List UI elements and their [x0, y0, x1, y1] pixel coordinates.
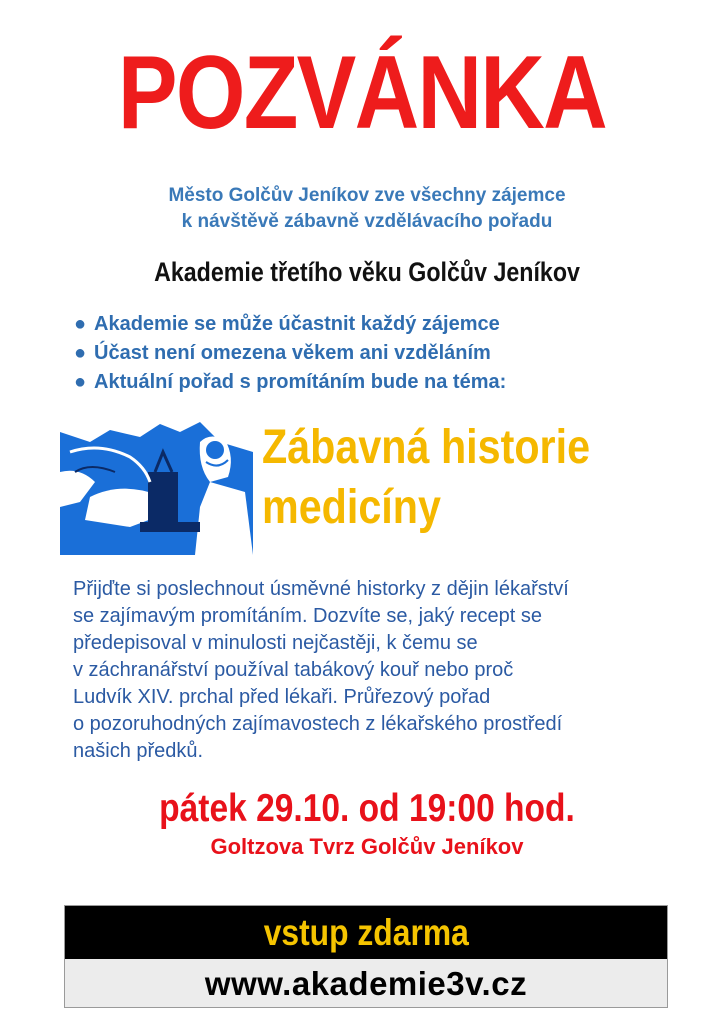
intro-line-1: Město Golčův Jeníkov zve všechny zájemce	[168, 185, 566, 206]
bullet-item	[74, 310, 506, 339]
bullet-dot-icon: ●	[74, 371, 87, 393]
bullet-text: Účast není omezena věkem ani vzděláním	[94, 342, 491, 364]
bullet-item	[74, 368, 506, 397]
historical-medicine-photo	[60, 412, 253, 555]
academy-heading: Akademie třetího věku Golčův Jeníkov	[154, 257, 580, 287]
description-line: našich předků.	[73, 740, 204, 762]
program-topic	[262, 418, 590, 538]
description-line: předepisoval v minulosti nejčastěji, k čemu se	[73, 632, 478, 654]
bullet-item	[74, 339, 506, 368]
bullet-text: Akademie se může účastnit každý zájemce	[94, 313, 500, 335]
event-venue: Goltzova Tvrz Golčův Jeníkov	[210, 834, 524, 859]
entry-box	[64, 905, 668, 1008]
bullet-dot-icon: ●	[74, 342, 87, 364]
bullet-text: Aktuální pořad s promítáním bude na téma:	[94, 371, 507, 393]
program-description	[73, 576, 673, 765]
description-line: o pozoruhodných zajímavostech z lékařského prostředí	[73, 713, 563, 735]
bullet-list	[74, 310, 506, 397]
bullet-dot-icon: ●	[74, 313, 87, 335]
intro-line-2: k návštěvě zábavně vzdělávacího pořadu	[181, 211, 553, 232]
description-line: Přijďte si poslechnout úsměvné historky z dějin lékařství	[73, 578, 569, 600]
event-date: pátek 29.10. od 19:00 hod.	[159, 787, 575, 830]
entry-text: vstup zdarma	[263, 912, 469, 953]
invitation-title: POZVÁNKA	[117, 35, 607, 151]
description-line: Ludvík XIV. prchal před lékaři. Průřezový pořad	[73, 686, 491, 708]
intro-text	[0, 183, 724, 235]
description-line: v záchranářství používal tabákový kouř nebo proč	[73, 659, 514, 681]
topic-line-2: medicíny	[262, 481, 441, 534]
topic-line-1: Zábavná historie	[262, 421, 591, 474]
entry-banner	[65, 906, 667, 959]
description-line: se zajímavým promítáním. Dozvíte se, jaký recept se	[73, 605, 543, 627]
website-url: www.akademie3v.cz	[65, 959, 667, 1007]
